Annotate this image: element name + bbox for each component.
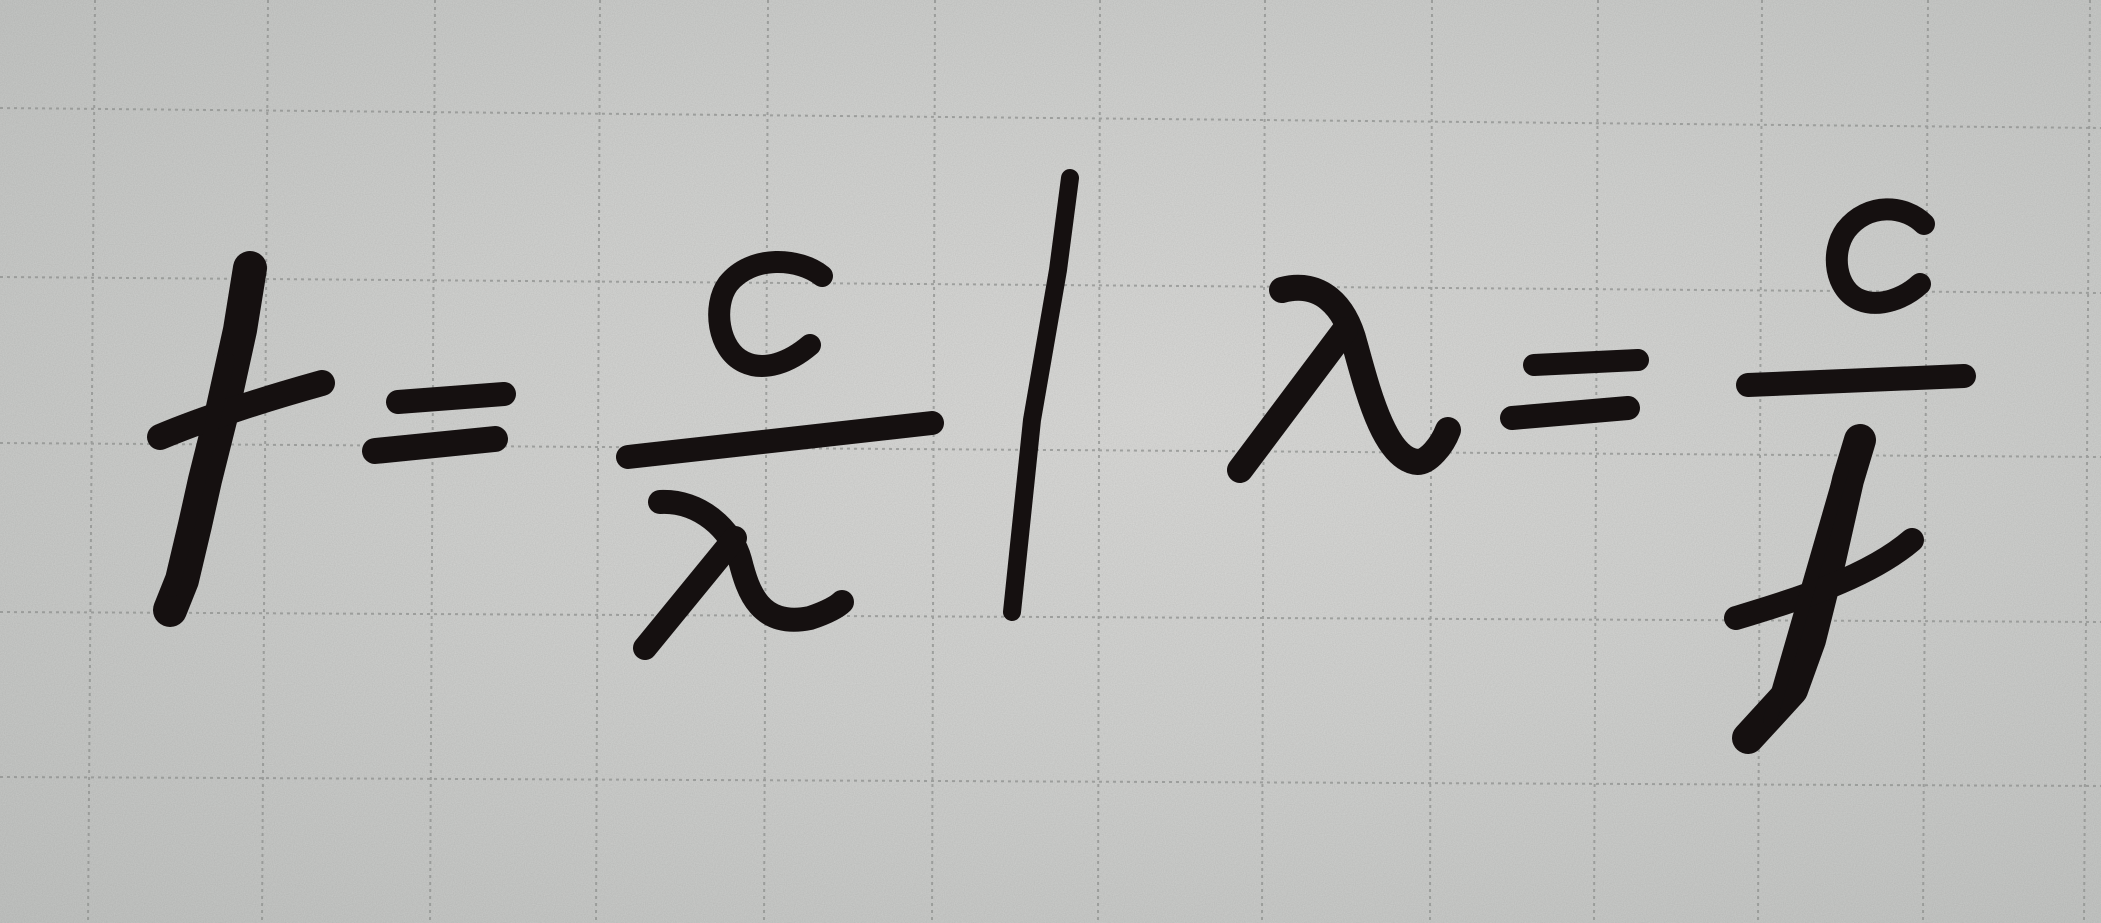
fraction-bar-right [1748, 376, 1964, 385]
